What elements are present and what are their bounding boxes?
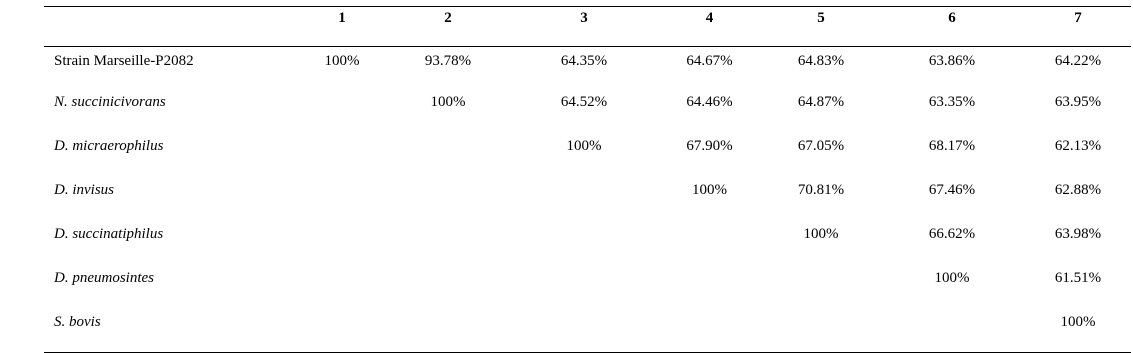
table-cell: 70.81% xyxy=(797,182,845,198)
table-cell: 64.83% xyxy=(797,53,845,69)
header-cell-4: 4 xyxy=(705,10,714,26)
row-label: D. succinatiphilus xyxy=(54,226,164,242)
header-cell-label xyxy=(44,7,300,47)
table-cell xyxy=(512,311,656,353)
table-cell: 100% xyxy=(692,182,727,198)
table-cell xyxy=(300,135,384,179)
table-cell xyxy=(384,179,512,223)
table-cell: 62.88% xyxy=(1054,182,1102,198)
row-label: S. bovis xyxy=(44,311,300,353)
header-cell-2: 2 xyxy=(444,10,452,26)
table-row xyxy=(44,267,1131,311)
table-cell xyxy=(300,179,384,223)
row-label: D. invisus xyxy=(54,182,114,198)
table-row xyxy=(44,91,1131,135)
table-cell: 63.98% xyxy=(1054,226,1102,242)
table-cell xyxy=(384,267,512,311)
table-cell: 100% xyxy=(566,138,602,154)
header-cell-1: 1 xyxy=(338,10,346,26)
table-cell xyxy=(879,311,1025,353)
table-cell: 64.22% xyxy=(1054,53,1102,69)
header-row xyxy=(44,7,1131,47)
row-label: Strain Marseille-P2082 xyxy=(54,53,194,69)
table-cell xyxy=(763,311,879,353)
table-cell xyxy=(656,267,763,311)
table-row xyxy=(44,47,1131,92)
header-cell-6: 6 xyxy=(948,10,956,26)
table-cell: 66.62% xyxy=(928,226,976,242)
table-cell: 64.46% xyxy=(686,94,733,110)
table-cell: 64.52% xyxy=(560,94,608,110)
table-cell xyxy=(300,311,384,353)
similarity-table xyxy=(44,6,1131,353)
table-cell xyxy=(300,267,384,311)
table-cell xyxy=(300,91,384,135)
table-cell xyxy=(384,311,512,353)
header-cell-3: 3 xyxy=(580,10,588,26)
table-cell: 93.78% xyxy=(424,53,472,69)
table-cell: 100% xyxy=(803,226,839,242)
table-cell: 67.90% xyxy=(686,138,733,154)
table-cell xyxy=(512,223,656,267)
table-cell xyxy=(512,179,656,223)
table-cell xyxy=(763,267,879,311)
table-cell: 67.05% xyxy=(797,138,845,154)
table-cell: 100% xyxy=(1025,311,1131,353)
table-cell: 64.87% xyxy=(797,94,845,110)
table-cell: 68.17% xyxy=(928,138,976,154)
table-cell: 63.86% xyxy=(928,53,976,69)
table-cell xyxy=(512,267,656,311)
table-cell: 64.67% xyxy=(686,53,733,69)
table-cell: 100% xyxy=(934,270,970,286)
table-cell xyxy=(656,223,763,267)
table-row xyxy=(44,135,1131,179)
table-row xyxy=(44,223,1131,267)
table-cell: 63.35% xyxy=(928,94,976,110)
table-cell xyxy=(300,223,384,267)
table-cell: 61.51% xyxy=(1054,270,1102,286)
similarity-table-container xyxy=(44,6,1131,353)
table-cell: 64.35% xyxy=(560,53,608,69)
table-cell: 67.46% xyxy=(928,182,976,198)
table-cell: 100% xyxy=(430,94,466,110)
row-label: D. micraerophilus xyxy=(54,138,164,154)
row-label: D. pneumosintes xyxy=(54,270,154,286)
table-cell: 100% xyxy=(324,53,360,69)
table-cell: 62.13% xyxy=(1054,138,1102,154)
header-cell-7: 7 xyxy=(1074,10,1082,26)
row-label: N. succinicivorans xyxy=(54,94,166,110)
table-cell xyxy=(656,311,763,353)
table-cell xyxy=(384,223,512,267)
header-cell-5: 5 xyxy=(817,10,825,26)
table-cell xyxy=(384,135,512,179)
table-row xyxy=(44,179,1131,223)
table-row xyxy=(44,311,1131,353)
table-cell: 63.95% xyxy=(1054,94,1102,110)
